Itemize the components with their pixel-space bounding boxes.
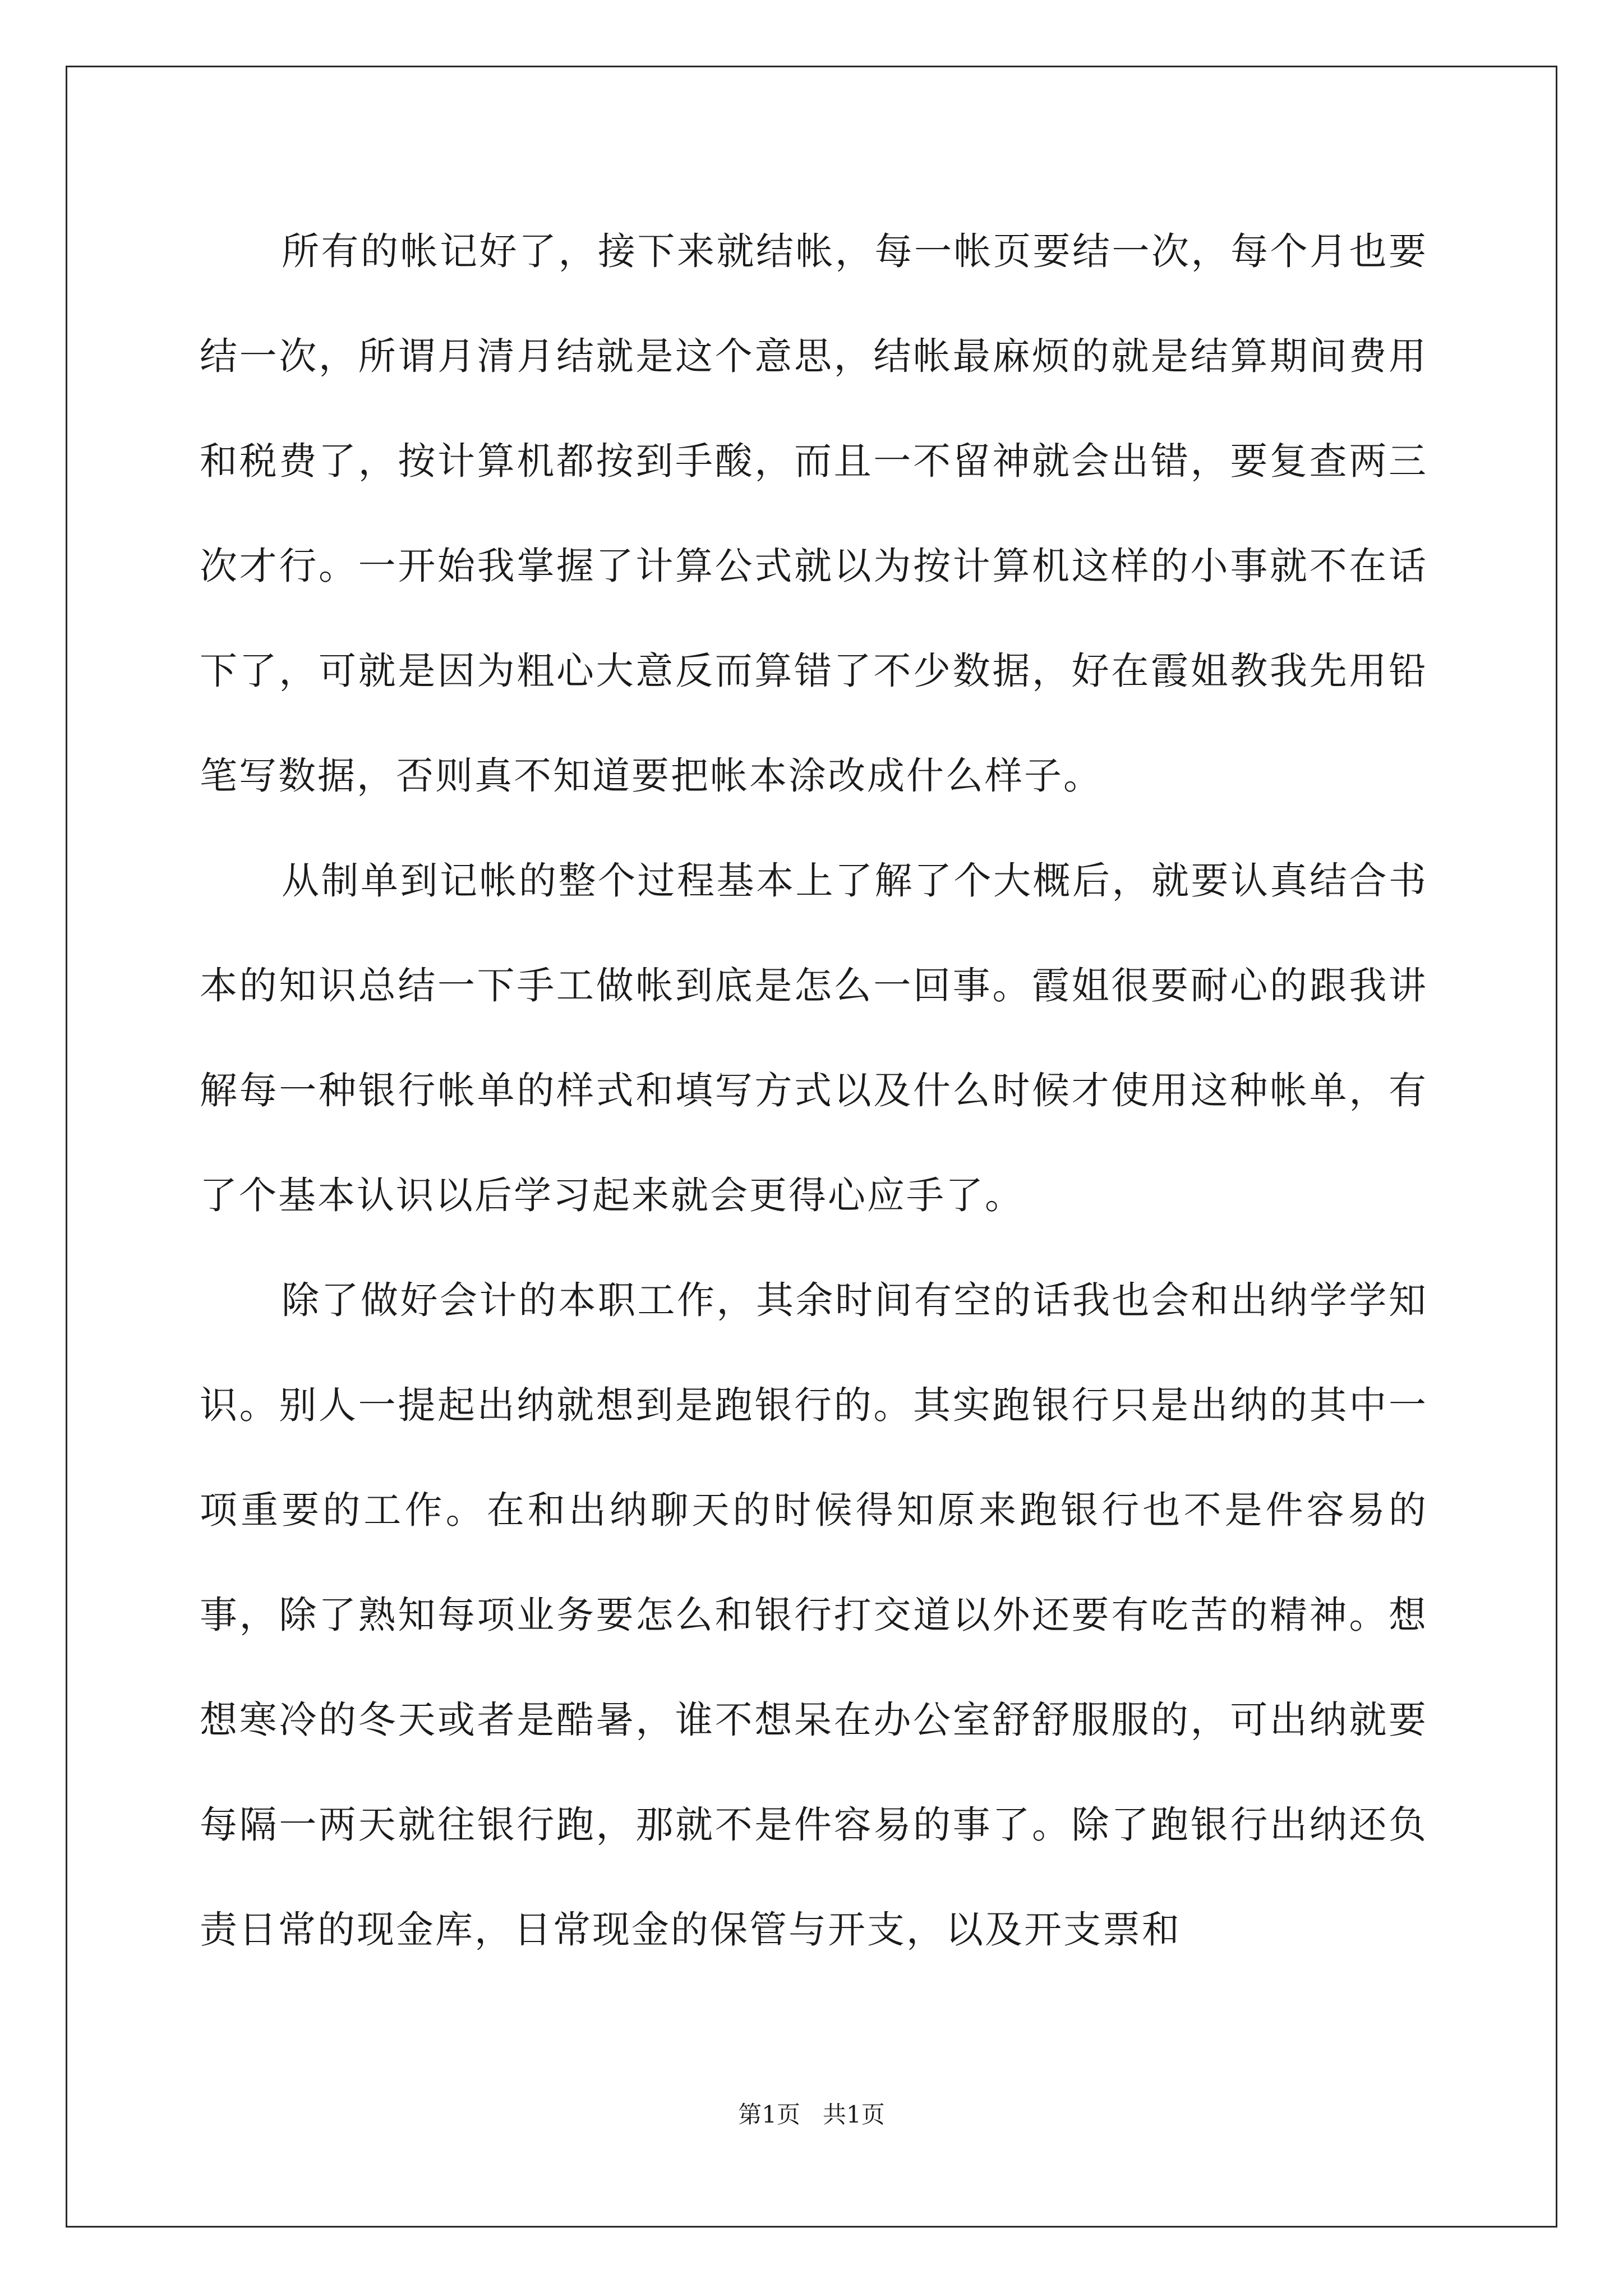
page-number: 第1页	[738, 2101, 800, 2128]
paragraph: 所有的帐记好了，接下来就结帐，每一帐页要结一次，每个月也要结一次，所谓月清月结就是这个意思，结帐最麻烦的就是结算期间费用和税费了，按计算机都按到手酸，而且一不留神就会出错，要复查两三次才行。一开始我掌握了计算公式就以为按计算机这样的小事就不在话下了，可就是因为粗心大意反而算错了不少数据，好在霞姐教我先用铅笔写数据，否则真不知道要把帐本涂改成什么样子。	[200, 229, 1428, 798]
footer-gap	[800, 2101, 823, 2128]
paragraph: 从制单到记帐的整个过程基本上了解了个大概后，就要认真结合书本的知识总结一下手工做帐到底是怎么一回事。霞姐很要耐心的跟我讲解每一种银行帐单的样式和填写方式以及什么时候才使用这种帐单，有了个基本认识以后学习起来就会更得心应手了。	[200, 859, 1428, 1217]
page-footer	[0, 2098, 1623, 2132]
paragraph: 除了做好会计的本职工作，其余时间有空的话我也会和出纳学学知识。别人一提起出纳就想到是跑银行的。其实跑银行只是出纳的其中一项重要的工作。在和出纳聊天的时候得知原来跑银行也不是件容易的事，除了熟知每项业务要怎么和银行打交道以外还要有吃苦的精神。想想寒冷的冬天或者是酷暑，谁不想呆在办公室舒舒服服的，可出纳就要每隔一两天就往银行跑，那就不是件容易的事了。除了跑银行出纳还负责日常的现金库，日常现金的保管与开支，以及开支票和	[200, 1278, 1428, 1952]
page-total: 共1页	[823, 2101, 885, 2128]
document-body	[200, 199, 1428, 1982]
